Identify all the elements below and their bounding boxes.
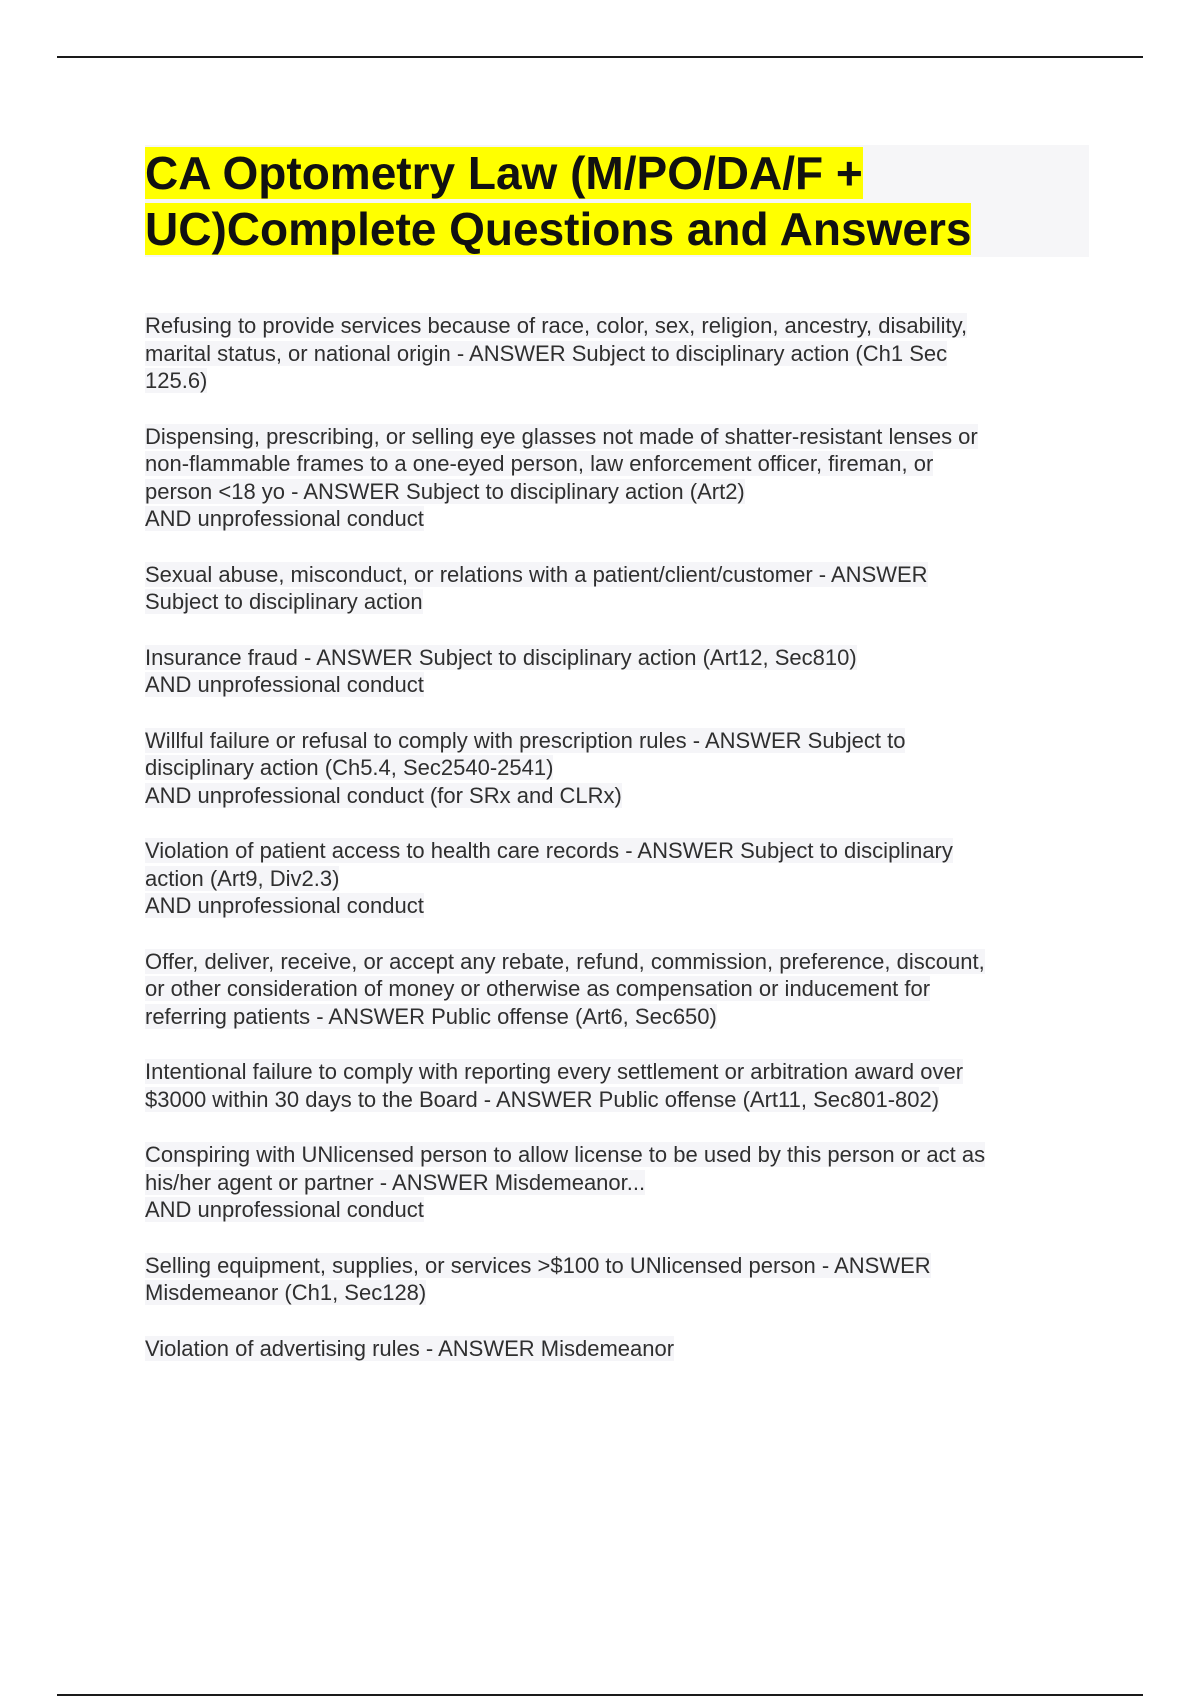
title-line-1: CA Optometry Law (M/PO/DA/F + [145,147,863,199]
qa-line-text: Violation of patient access to health care records - ANSWER Subject to disciplinary [145,838,953,863]
qa-line-text: Misdemeanor (Ch1, Sec128) [145,1280,427,1305]
qa-line [145,561,1075,589]
qa-item [145,1058,1075,1113]
qa-line [145,671,1075,699]
qa-line [145,865,1075,893]
title-line-2: UC)Complete Questions and Answers [145,203,972,255]
top-rule [57,56,1143,58]
qa-item [145,1252,1075,1307]
qa-item [145,312,1075,395]
qa-line [145,1335,1075,1363]
qa-item [145,837,1075,920]
qa-line [145,423,1075,451]
qa-line-text: Refusing to provide services because of race, color, sex, religion, ancestry, disability, [145,313,968,338]
qa-line-text: AND unprofessional conduct [145,506,424,531]
qa-line [145,450,1075,478]
qa-line [145,1086,1075,1114]
title-block [145,145,1089,257]
qa-line-text: $3000 within 30 days to the Board - ANSWER Public offense (Art11, Sec801-802) [145,1086,940,1112]
qa-line-text: Dispensing, prescribing, or selling eye glasses not made of shatter-resistant lenses or [145,423,978,449]
qa-line [145,505,1075,533]
qa-line [145,975,1075,1003]
qa-line [145,782,1075,810]
qa-line [145,1279,1075,1307]
qa-line-text: Insurance fraud - ANSWER Subject to disciplinary action (Art12, Sec810) [145,644,857,670]
qa-line-text: Subject to disciplinary action [145,589,423,614]
qa-line [145,340,1075,368]
qa-item [145,727,1075,810]
qa-line [145,1141,1075,1169]
qa-line-text: his/her agent or partner - ANSWER Misdemeanor... [145,1169,646,1195]
qa-line [145,1058,1075,1086]
qa-item [145,423,1075,533]
qa-line [145,367,1075,395]
qa-line-text: Intentional failure to comply with reporting every settlement or arbitration award over [145,1059,964,1084]
qa-line-text: non-flammable frames to a one-eyed person, law enforcement officer, fireman, or [145,451,934,476]
qa-item [145,1335,1075,1363]
qa-line-text: AND unprofessional conduct (for SRx and CLRx) [145,782,622,808]
qa-line-text: Conspiring with UNlicensed person to allow license to be used by this person or act as [145,1142,986,1167]
qa-list [145,312,1075,1390]
document-title [145,145,1089,257]
qa-line-text: marital status, or national origin - ANSWER Subject to disciplinary action (Ch1 Sec [145,340,948,366]
qa-line [145,892,1075,920]
qa-line [145,837,1075,865]
qa-line-text: Offer, deliver, receive, or accept any rebate, refund, commission, preference, discount, [145,948,985,974]
qa-item [145,561,1075,616]
qa-line-text: AND unprofessional conduct [145,672,424,697]
qa-line [145,1196,1075,1224]
qa-line [145,948,1075,976]
qa-line-text: action (Art9, Div2.3) [145,865,340,891]
bottom-rule [57,1694,1143,1696]
qa-line [145,1252,1075,1280]
qa-line-text: Selling equipment, supplies, or services >$100 to UNlicensed person - ANSWER [145,1252,931,1278]
qa-line [145,588,1075,616]
qa-line [145,644,1075,672]
qa-item [145,644,1075,699]
qa-line-text: disciplinary action (Ch5.4, Sec2540-2541) [145,755,554,780]
qa-line-text: AND unprofessional conduct [145,893,424,918]
qa-item [145,1141,1075,1224]
qa-line-text: referring patients - ANSWER Public offense (Art6, Sec650) [145,1003,717,1029]
qa-line [145,727,1075,755]
qa-line-text: AND unprofessional conduct [145,1197,424,1222]
qa-line [145,754,1075,782]
qa-line-text: person <18 yo - ANSWER Subject to disciplinary action (Art2) [145,478,745,504]
qa-item [145,948,1075,1031]
qa-line-text: Willful failure or refusal to comply with prescription rules - ANSWER Subject to [145,727,906,753]
qa-line [145,312,1075,340]
qa-line-text: Violation of advertising rules - ANSWER Misdemeanor [145,1335,675,1361]
qa-line-text: 125.6) [145,368,208,393]
qa-line [145,1003,1075,1031]
qa-line [145,1169,1075,1197]
qa-line-text: or other consideration of money or otherwise as compensation or inducement for [145,976,931,1001]
qa-line-text: Sexual abuse, misconduct, or relations with a patient/client/customer - ANSWER [145,561,928,587]
qa-line [145,478,1075,506]
